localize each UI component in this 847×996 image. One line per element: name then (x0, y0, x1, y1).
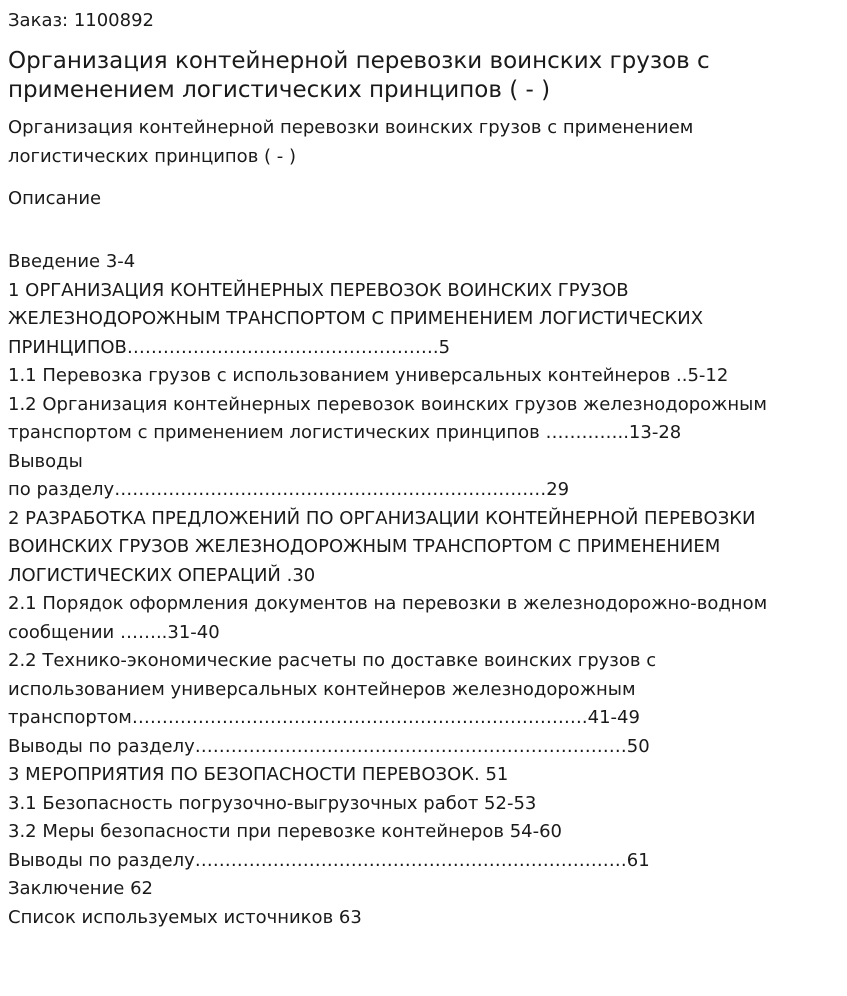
toc-line: Заключение 62 (8, 878, 153, 899)
toc-line: ЖЕЛЕЗНОДОРОЖНЫМ ТРАНСПОРТОМ С ПРИМЕНЕНИЕМ ЛОГИСТИЧЕСКИХ (8, 308, 704, 329)
toc-line: Введение 3-4 (8, 251, 136, 272)
toc-line: 1.2 Организация контейнерных перевозок воинских грузов железнодорожным (8, 393, 767, 415)
toc-line: Выводы по разделу………………………………………………………………50 (8, 735, 650, 757)
toc-line: ЛОГИСТИЧЕСКИХ ОПЕРАЦИЙ .30 (8, 564, 316, 586)
toc-line: 2 РАЗРАБОТКА ПРЕДЛОЖЕНИЙ ПО ОРГАНИЗАЦИИ КОНТЕЙНЕРНОЙ ПЕРЕВОЗКИ (8, 507, 756, 529)
table-of-contents (8, 248, 840, 932)
toc-line: 3.2 Меры безопасности при перевозке контейнеров 54-60 (8, 821, 562, 842)
page-title: Организация контейнерной перевозки воинских грузов с применением логистических принципов ( - ) (8, 48, 710, 103)
toc-line: использованием универсальных контейнеров железнодорожным (8, 678, 636, 700)
order-number: Заказ: 1100892 (8, 10, 154, 31)
toc-line: 3 МЕРОПРИЯТИЯ ПО БЕЗОПАСНОСТИ ПЕРЕВОЗОК. 51 (8, 764, 509, 785)
toc-line: транспортом………………………………………………………………….41-49 (8, 707, 640, 728)
toc-line: 2.1 Порядок оформления документов на перевозки в железнодорожно-водном (8, 593, 768, 614)
toc-line: Выводы (8, 450, 83, 472)
toc-line: Выводы по разделу………………………………………………………………61 (8, 849, 650, 871)
toc-line: ВОИНСКИХ ГРУЗОВ ЖЕЛЕЗНОДОРОЖНЫМ ТРАНСПОРТОМ С ПРИМЕНЕНИЕМ (8, 536, 721, 557)
toc-line: сообщении ……..31-40 (8, 621, 220, 643)
toc-line: 1.1 Перевозка грузов с использованием универсальных контейнеров ..5-12 (8, 365, 729, 386)
page-subtitle: Организация контейнерной перевозки воинских грузов с применением логистических принципов ( - ) (8, 117, 694, 167)
toc-line: 2.2 Технико-экономические расчеты по доставке воинских грузов с (8, 650, 657, 671)
toc-line: по разделу………………………………………………………………29 (8, 479, 570, 500)
description-heading: Описание (8, 188, 102, 209)
toc-line: 1 ОРГАНИЗАЦИЯ КОНТЕЙНЕРНЫХ ПЕРЕВОЗОК ВОИНСКИХ ГРУЗОВ (8, 279, 629, 301)
toc-line: транспортом с применением логистических принципов …………..13-28 (8, 422, 682, 443)
toc-line: 3.1 Безопасность погрузочно-выгрузочных работ 52-53 (8, 792, 537, 814)
toc-line: Список используемых источников 63 (8, 906, 362, 928)
toc-line: ПРИНЦИПОВ…………………………………………….5 (8, 336, 451, 358)
